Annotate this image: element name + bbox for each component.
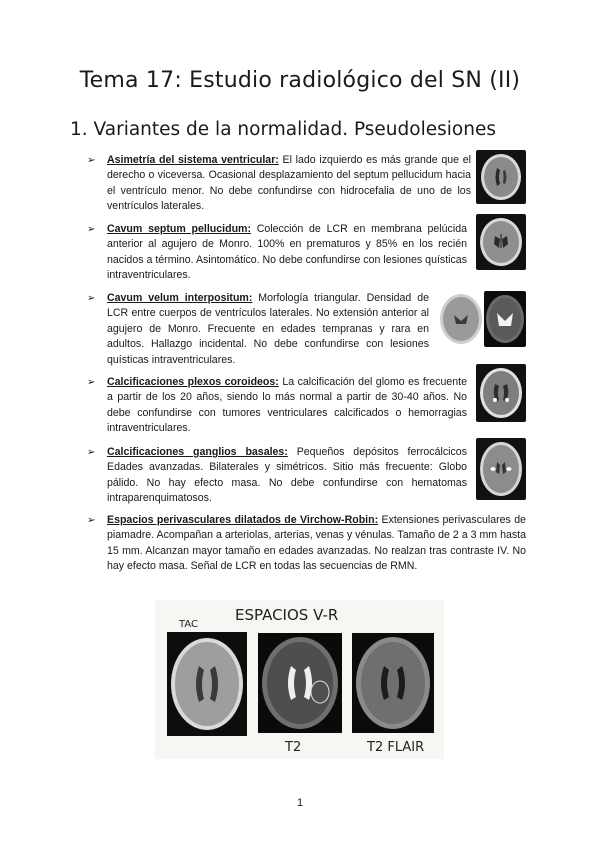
- item-term: Calcificaciones plexos coroideos:: [107, 376, 279, 388]
- ct-scan-image-3: [438, 291, 484, 347]
- figure-graphic: [155, 600, 444, 759]
- item-term: Calcificaciones ganglios basales:: [107, 446, 288, 458]
- section-heading: 1. Variantes de la normalidad. Pseudolesiones: [70, 119, 496, 140]
- item-text: La calcificación del glomo es frecuente a partir de los 20 años, siendo lo más normal a partir de 30-40 años. No debe confundirse con tumores ventriculares calcificados o hemorragias intraventriculares.: [107, 376, 467, 435]
- item-text: Morfología triangular. Densidad de LCR entre cuerpos de ventrículos laterales. No extensión anterior al agujero de Monro. Frecuente en edades tempranas y rara en adultos. Hallazgo incidental. No debe confundirse con lesiones quísticas intraventriculares.: [107, 292, 429, 366]
- bullet-arrow-icon: ➢: [87, 155, 96, 166]
- label-flair: T2 FLAIR: [367, 740, 425, 755]
- bullet-arrow-icon: ➢: [87, 377, 96, 388]
- ct-scan-image-5: [476, 438, 526, 500]
- mri-scan-graphic: [484, 291, 526, 347]
- virchow-robin-figure: [155, 600, 444, 759]
- figure-heading: ESPACIOS V-R: [235, 606, 339, 624]
- ct-scan-graphic: [476, 214, 526, 270]
- bullet-arrow-icon: ➢: [87, 293, 96, 304]
- bullet-arrow-icon: ➢: [87, 224, 96, 235]
- bullet-arrow-icon: ➢: [87, 515, 96, 526]
- list-item: [87, 513, 526, 575]
- item-text: El lado izquierdo es más grande que el derecho o viceversa. Ocasional desplazamiento del septum pellucidum hacia el ventrículo menor. No debe confundirse con hidrocefalia de uno de los ventrículos laterales.: [107, 154, 471, 213]
- ct-scan-graphic: [438, 291, 484, 347]
- ct-scan-image-4: [476, 364, 526, 422]
- item-text: Extensiones perivasculares de piamadre. Acompañan a arteriolas, arterias, venas y vénulas. Tamaño de 2 a 3 mm hasta 15 mm. Alcanzan mayor tamaño en edades avanzadas. No realzan tras contraste IV. No hay efecto masa. Señal de LCR en todas las secuencias de RMN.: [107, 514, 526, 573]
- ct-scan-graphic: [476, 150, 526, 204]
- mri-scan-image: [484, 291, 526, 347]
- item-term: Cavum velum interpositum:: [107, 292, 253, 304]
- list-item: [87, 153, 471, 215]
- bullet-arrow-icon: ➢: [87, 447, 96, 458]
- ct-scan-image-2: [476, 214, 526, 270]
- list-item: [87, 445, 467, 507]
- list-item: [87, 375, 467, 437]
- ct-scan-image-1: [476, 150, 526, 204]
- list-item: [87, 291, 429, 368]
- label-t2: T2: [285, 740, 302, 755]
- label-tac: TAC: [179, 619, 198, 630]
- item-term: Espacios perivasculares dilatados de Virchow-Robin:: [107, 514, 379, 526]
- item-term: Cavum septum pellucidum:: [107, 223, 251, 235]
- item-text: Pequeños depósitos ferrocálcicos Edades avanzadas. Bilaterales y simétricos. Sitio más frecuente: Globo pálido. No hay efecto masa. No debe confundirse con hematomas intraparenquimatosos.: [107, 446, 467, 505]
- ct-scan-graphic: [476, 438, 526, 500]
- page-number: 1: [296, 797, 304, 809]
- page-title: Tema 17: Estudio radiológico del SN (II): [79, 68, 521, 93]
- list-item: [87, 222, 467, 284]
- ct-scan-graphic: [476, 364, 526, 422]
- item-text: Colección de LCR en membrana pelúcida anterior al agujero de Monro. 100% en prematuros y 85% en los recién nacidos a término. Asintomático. No debe confundirse con lesiones quísticas intraventriculares.: [107, 223, 467, 282]
- item-term: Asimetría del sistema ventricular:: [107, 154, 279, 166]
